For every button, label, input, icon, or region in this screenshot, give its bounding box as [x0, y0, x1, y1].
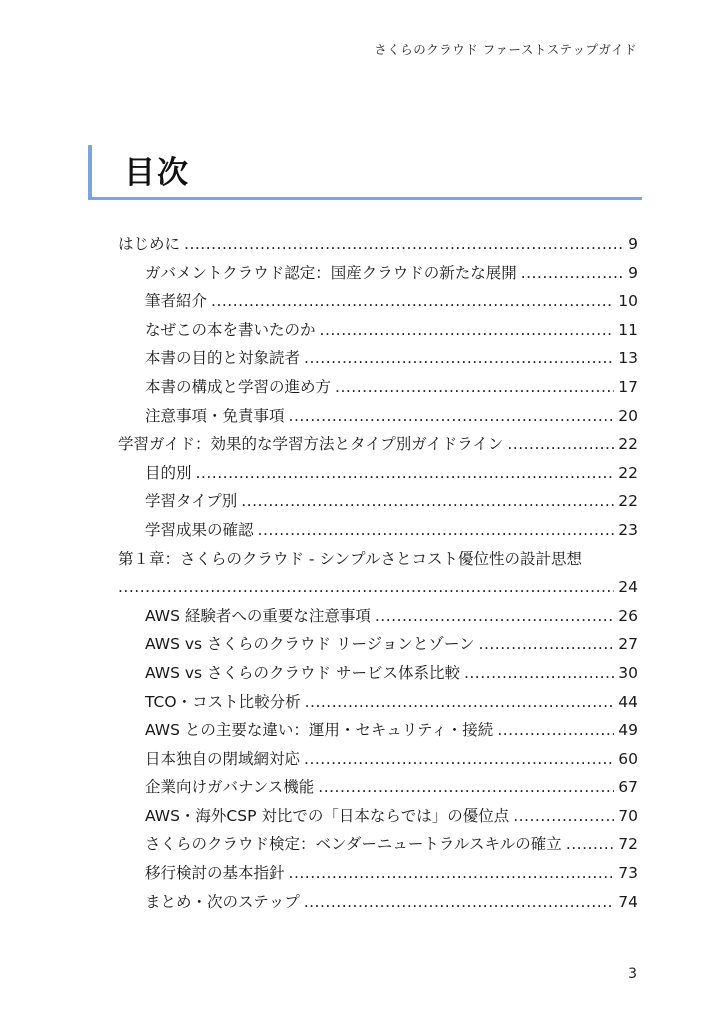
toc-entry[interactable]	[118, 344, 638, 373]
toc-entry-label: 本書の目的と対象読者	[145, 349, 301, 368]
toc-entry-page: 60	[618, 749, 638, 768]
toc-entry-page: 22	[618, 463, 638, 482]
toc-entry-label: なぜこの本を書いたのか	[145, 320, 316, 339]
dot-leader	[258, 516, 615, 545]
running-header: さくらのクラウド ファーストステップガイド	[374, 42, 637, 57]
toc-entry-label: AWS vs さくらのクラウド リージョンとゾーン	[145, 635, 475, 654]
toc-entry[interactable]	[118, 259, 638, 288]
dot-leader	[211, 287, 614, 316]
dot-leader	[320, 316, 615, 345]
toc-entry[interactable]	[118, 630, 638, 659]
dot-leader	[513, 802, 614, 831]
toc-entry-page: 23	[618, 520, 638, 539]
toc-entry[interactable]	[118, 745, 638, 774]
toc-entry[interactable]	[118, 516, 638, 545]
toc-entry[interactable]	[118, 859, 638, 888]
dot-leader	[289, 859, 615, 888]
dot-leader	[464, 659, 614, 688]
toc-entry-label: TCO・コスト比較分析	[145, 692, 301, 711]
toc-entry-label: 日本独自の閉域網対応	[145, 749, 301, 768]
toc-entry[interactable]	[118, 802, 638, 831]
toc-entry-label: 筆者紹介	[145, 292, 208, 311]
toc-entry[interactable]	[118, 287, 638, 316]
table-of-contents	[118, 230, 638, 916]
dot-leader	[305, 688, 615, 717]
toc-entry[interactable]	[118, 373, 638, 402]
toc-entry-label: ガバメントクラウド認定：国産クラウドの新たな展開	[145, 263, 517, 282]
toc-entry-page: 70	[618, 806, 638, 825]
dot-leader	[497, 716, 614, 745]
dot-leader	[521, 259, 624, 288]
dot-leader	[304, 344, 614, 373]
toc-entry[interactable]	[118, 688, 638, 717]
dot-leader	[479, 630, 615, 659]
dot-leader	[184, 230, 624, 259]
toc-entry-page: 11	[618, 320, 638, 339]
toc-entry-page: 67	[618, 778, 638, 797]
toc-entry-page: 22	[618, 435, 638, 454]
toc-entry-page: 22	[618, 492, 638, 511]
toc-entry-page: 26	[618, 606, 638, 625]
toc-entry-page: 10	[618, 292, 638, 311]
dot-leader	[304, 888, 615, 917]
toc-entry-label: 目的別	[145, 463, 192, 482]
toc-entry-label: AWS 経験者への重要な注意事項	[145, 606, 371, 625]
toc-entry[interactable]	[118, 545, 638, 574]
toc-entry-label: 学習タイプ別	[145, 492, 238, 511]
toc-entry[interactable]	[118, 487, 638, 516]
toc-entry[interactable]	[118, 716, 638, 745]
toc-entry-label: 移行検討の基本指針	[145, 864, 285, 883]
toc-entry[interactable]	[118, 316, 638, 345]
toc-entry-label: はじめに	[118, 235, 181, 253]
dot-leader	[118, 573, 614, 602]
page-number: 3	[628, 966, 637, 982]
toc-entry[interactable]	[118, 773, 638, 802]
toc-entry[interactable]	[118, 830, 638, 859]
toc-entry-label: まとめ・次のステップ	[145, 892, 300, 911]
dot-leader	[241, 487, 614, 516]
toc-entry-label: 学習ガイド：効果的な学習方法とタイプ別ガイドライン	[118, 435, 504, 454]
toc-entry[interactable]	[118, 230, 638, 259]
toc-entry-page: 9	[628, 263, 638, 282]
dot-leader	[566, 830, 614, 859]
toc-entry-page: 49	[618, 721, 638, 740]
toc-entry-page: 9	[628, 235, 638, 253]
dot-leader	[318, 773, 614, 802]
toc-entry-continuation[interactable]	[118, 573, 638, 602]
toc-entry-page: 13	[618, 349, 638, 368]
toc-entry-page: 20	[618, 406, 638, 425]
toc-entry-page: 17	[618, 377, 638, 396]
toc-entry[interactable]	[118, 459, 638, 488]
toc-entry-page: 73	[618, 864, 638, 883]
toc-entry-page: 72	[618, 835, 638, 854]
toc-entry-page: 30	[618, 663, 638, 682]
toc-entry[interactable]	[118, 430, 638, 459]
dot-leader	[289, 402, 615, 431]
toc-entry-label: 企業向けガバナンス機能	[145, 778, 315, 797]
page-title: 目次	[124, 155, 190, 191]
toc-entry-label: さくらのクラウド検定：ベンダーニュートラルスキルの確立	[145, 835, 562, 854]
toc-entry[interactable]	[118, 659, 638, 688]
toc-entry-label: AWS vs さくらのクラウド サービス体系比較	[145, 663, 460, 682]
toc-entry-label: AWS との主要な違い：運用・セキュリティ・接続	[145, 721, 494, 740]
dot-leader	[375, 602, 614, 631]
dot-leader	[335, 373, 614, 402]
toc-entry[interactable]	[118, 402, 638, 431]
toc-entry[interactable]	[118, 602, 638, 631]
toc-entry-label: 第１章：さくらのクラウド - シンプルさとコスト優位性の設計思想	[118, 549, 582, 568]
toc-entry-label: 学習成果の確認	[145, 520, 254, 539]
dot-leader	[507, 430, 614, 459]
toc-entry-page: 27	[618, 635, 638, 654]
toc-entry-page: 44	[618, 692, 638, 711]
dot-leader	[196, 459, 615, 488]
toc-entry[interactable]	[118, 888, 638, 917]
dot-leader	[304, 745, 614, 774]
toc-entry-label: AWS・海外CSP 対比での「日本ならでは」の優位点	[145, 806, 510, 825]
toc-entry-page: 24	[618, 578, 638, 597]
title-block	[88, 145, 642, 200]
toc-entry-page: 74	[618, 892, 638, 911]
toc-entry-label: 注意事項・免責事項	[145, 406, 285, 425]
toc-entry-label: 本書の構成と学習の進め方	[145, 377, 332, 396]
